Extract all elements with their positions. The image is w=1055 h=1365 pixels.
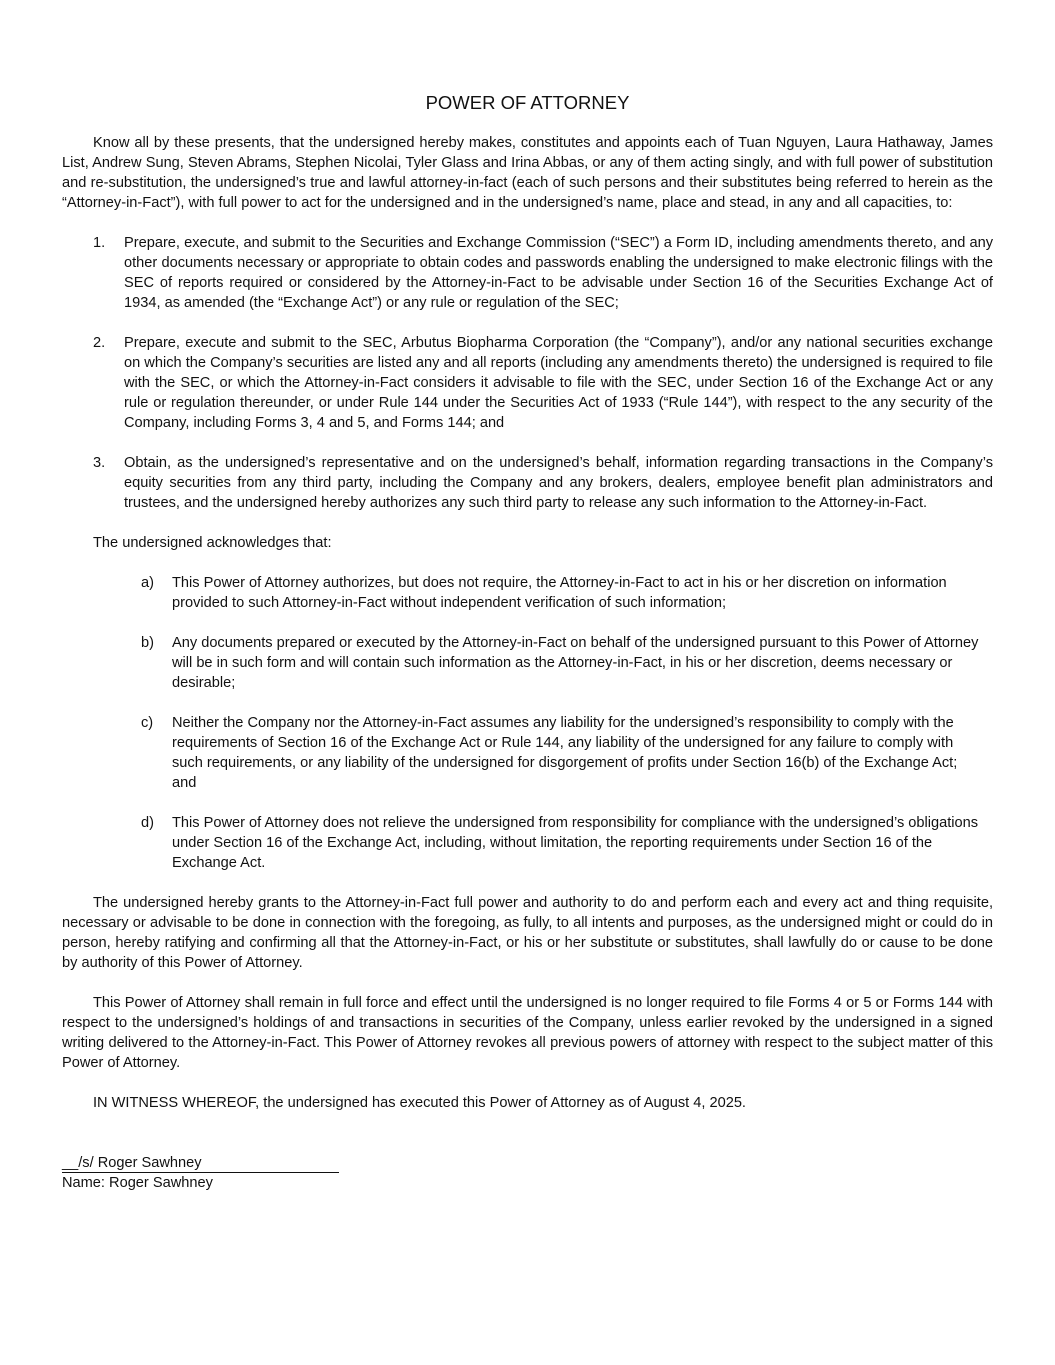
ack-item: d) This Power of Attorney does not relieve the undersigned from responsibility for compliance with the undersigned’s obligations under Section 16 of the Exchange Act, including, without limitation, the reporting requirements under Section 16 of the Exchange Act. <box>141 815 979 871</box>
power-item: 1. Prepare, execute, and submit to the Securities and Exchange Commission (“SEC”) a Form ID, including amendments thereto, and any other documents necessary or appropriate to obtain codes and passwords enabling the undersigned to make electronic filings with the SEC of reports required or considered by the Attorney-in-Fact to be advisable under Section 16 of the Securities Exchange Act of 1934, as amended (the “Exchange Act”) or any rule or regulation of the SEC; <box>93 235 993 311</box>
ack-intro: The undersigned acknowledges that: <box>93 535 332 551</box>
grant-paragraph: The undersigned hereby grants to the Attorney-in-Fact full power and authority to do and perform each and every act and thing requisite, necessary or advisable to be done in connection with the foregoing, as fully, to all intents and purposes, as the undersigned might or could do in person, hereby ratifying and confirming all that the Attorney-in-Fact, or his or her substitute or substitutes, shall lawfully do or cause to be done by authority of this Power of Attorney. <box>62 895 993 971</box>
signatory-name: Name: Roger Sawhney <box>62 1175 213 1191</box>
document-page <box>62 92 993 1193</box>
ack-item: b) Any documents prepared or executed by the Attorney-in-Fact on behalf of the undersigned pursuant to this Power of Attorney will be in such form and will contain such information as the Attorney-in-Fact, in his or her discretion, deems necessary or desirable; <box>141 635 979 691</box>
document-title: POWER OF ATTORNEY <box>425 92 630 113</box>
intro-paragraph: Know all by these presents, that the undersigned hereby makes, constitutes and appoints each of Tuan Nguyen, Laura Hathaway, James List, Andrew Sung, Steven Abrams, Stephen Nicolai, Tyler Glass and Irina Abbas, or any of them acting singly, and with full power of substitution and re-substitution, the undersigned’s true and lawful attorney-in-fact (each of such persons and their substitutes being referred to herein as the “Attorney-in-Fact”), with full power to act for the undersigned and in the undersigned’s name, place and stead, in any and all capacities, to: <box>62 135 993 211</box>
ack-item: a) This Power of Attorney authorizes, but does not require, the Attorney-in-Fact to act in his or her discretion on information provided to such Attorney-in-Fact without independent verification of such information; <box>141 575 947 611</box>
power-item: 2. Prepare, execute and submit to the SEC, Arbutus Biopharma Corporation (the “Company”), and/or any national securities exchange on which the Company’s securities are listed any and all reports (including any amendments thereto) the undersigned is required to file with the SEC, or which the Attorney-in-Fact considers it advisable to file with the SEC, under Section 16 of the Exchange Act or any rule or regulation thereunder, or under Rule 144 under the Securities Act of 1933 (“Rule 144”), with respect to the any security of the Company, including Forms 3, 4 and 5, and Forms 144; and <box>93 335 993 431</box>
duration-paragraph: This Power of Attorney shall remain in full force and effect until the undersigned is no longer required to file Forms 4 or 5 or Forms 144 with respect to the undersigned’s holdings of and transactions in securities of the Company, unless earlier revoked by the undersigned in a signed writing delivered to the Attorney-in-Fact. This Power of Attorney revokes all previous powers of attorney with respect to the subject matter of this Power of Attorney. <box>62 995 993 1071</box>
witness-paragraph: IN WITNESS WHEREOF, the undersigned has executed this Power of Attorney as of August 4, 2025. <box>93 1095 746 1111</box>
ack-item: c) Neither the Company nor the Attorney-in-Fact assumes any liability for the undersigned’s responsibility to comply with the requirements of Section 16 of the Exchange Act or Rule 144, any liability of the undersigned for any failure to comply with such requirements, or any liability of the undersigned for disgorgement of profits under Section 16(b) of the Exchange Act; and <box>141 715 958 791</box>
signature-block <box>62 1153 993 1193</box>
signature-line: __/s/ Roger Sawhney <box>62 1155 339 1173</box>
power-item: 3. Obtain, as the undersigned’s representative and on the undersigned’s behalf, information regarding transactions in the Company’s equity securities from any third party, including the Company and any brokers, dealers, employee benefit plan administrators and trustees, and the undersigned hereby authorizes any such third party to release any such information to the Attorney-in-Fact. <box>93 455 993 511</box>
